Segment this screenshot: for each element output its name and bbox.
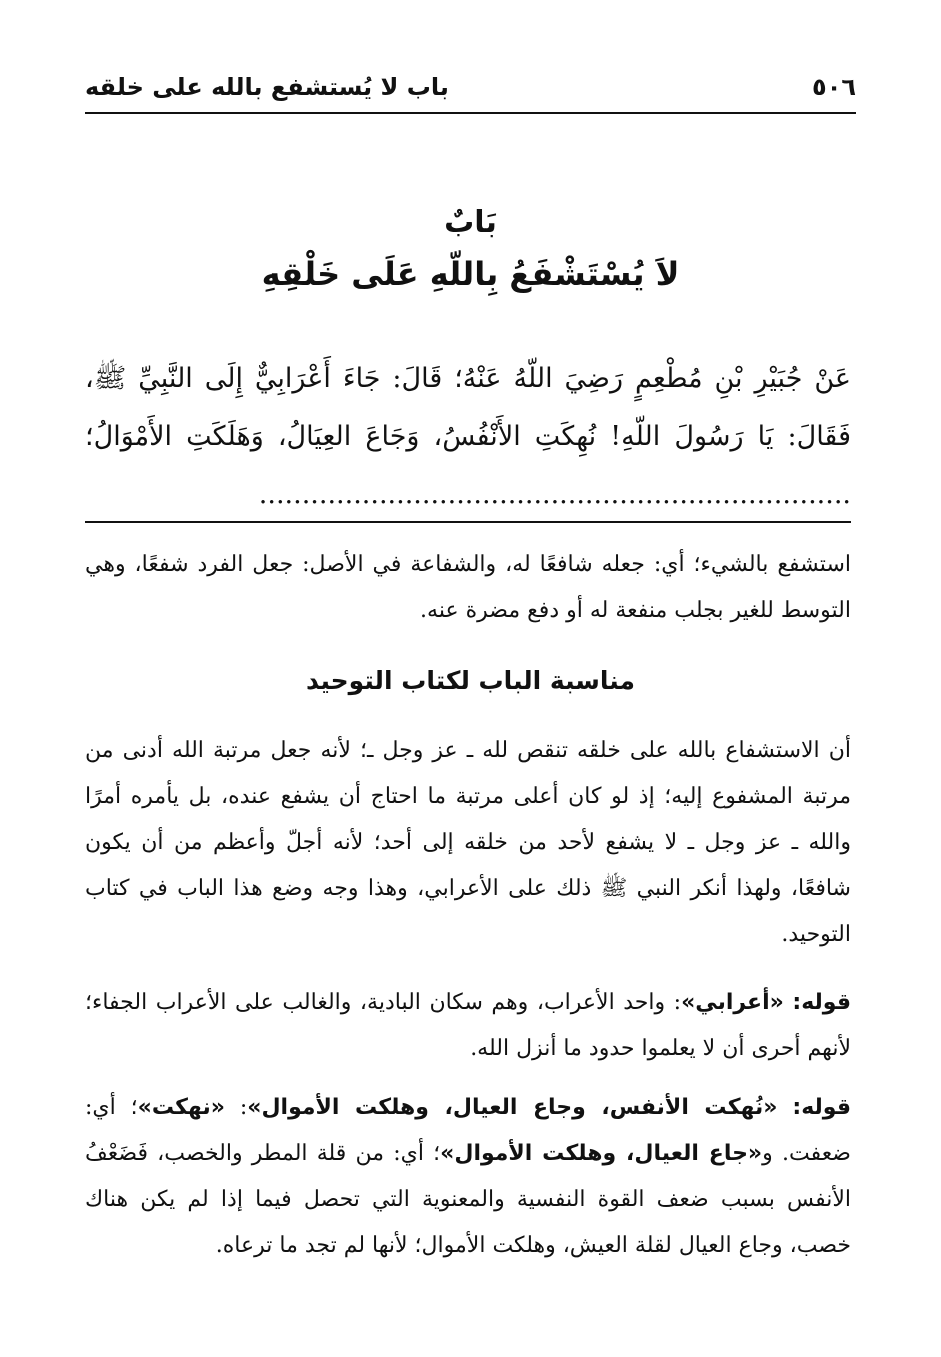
page-header xyxy=(85,62,856,114)
term-nuhikat: «نهكت» xyxy=(137,1095,225,1120)
paragraph-4-text-b: ؛ أي: من قلة المطر والخصب، فَضَعْفُ الأنفس بسبب ضعف القوة النفسية والمعنوية التي تحصل فيما إذا لم يكن هناك خصب، وجاع العيال لقلة العيش، وهلكت الأموال؛ لأنها لم تجد ما ترعاه. xyxy=(85,1141,851,1258)
explanation-paragraph-4 xyxy=(85,1085,851,1269)
explanation-paragraph-1: استشفع بالشيء؛ أي: جعله شافعًا له، والشفاعة في الأصل: جعل الفرد شفعًا، وهي التوسط للغير بجلب منفعة له أو دفع مضرة عنه. xyxy=(85,552,851,623)
hadith-text xyxy=(85,350,851,524)
ellipsis-dots: ..................................................................... xyxy=(258,479,851,510)
page-number: ٥٠٦ xyxy=(812,73,856,101)
running-title: باب لا يُستشفع بالله على خلقه xyxy=(85,73,449,101)
term-jaa-alayal: «جاع العيال، وهلكت الأموال» xyxy=(440,1141,763,1166)
section-subheading: مناسبة الباب لكتاب التوحيد xyxy=(306,666,635,695)
explanation-paragraph-2: أن الاستشفاع بالله على خلقه تنقص لله ـ عز وجل ـ؛ لأنه جعل مرتبة الله أدنى من مرتبة المشفوع إليه؛ إذ لو كان أعلى مرتبة ما احتاج أن يشفع عنده، بل يأمره أمرًا والله ـ عز وجل ـ لا يشفع لأحد من خلقه إلى أحد؛ لأنه أجلّ وأعظم من أن يكون شافعًا، ولهذا أنكر النبي ﷺ ذلك على الأعرابي، وهذا وجه وضع هذا الباب في كتاب التوحيد. xyxy=(85,738,851,947)
term-nuhikat-phrase: «نُهكت الأنفس، وجاع العيال، وهلكت الأموال» xyxy=(247,1095,778,1120)
chapter-title: لاَ يُسْتَشْفَعُ بِاللّهِ عَلَى خَلْقِهِ xyxy=(261,255,680,293)
hadith-body: عَنْ جُبَيْرِ بْنِ مُطْعِمٍ رَضِيَ اللّهُ عَنْهُ؛ قَالَ: جَاءَ أَعْرَابِيٌّ إِلَى النَّبِيِّ ﷺ، فَقَالَ: يَا رَسُولَ اللّهِ! نُهِكَتِ الأَنْفُسُ، وَجَاعَ العِيَالُ، وَهَلَكَتِ الأَمْوَالُ؛ xyxy=(85,363,851,452)
qawluhu-label: قوله: xyxy=(792,1095,852,1120)
chapter-word: بَابٌ xyxy=(444,205,497,240)
separator: : xyxy=(224,1095,248,1120)
paragraph-3-text: : واحد الأعراب، وهم سكان البادية، والغالب على الأعراب الجفاء؛ لأنهم أحرى أن لا يعلموا حدود ما أنزل الله. xyxy=(85,990,851,1061)
term-arabi: «أعرابي» xyxy=(681,990,784,1015)
explanation-paragraph-3 xyxy=(85,980,851,1072)
qawluhu-label: قوله: xyxy=(792,990,851,1015)
paragraph-4-text-a: ؛ أي: ضعفت. و xyxy=(85,1095,851,1166)
footnote-divider xyxy=(85,521,851,523)
